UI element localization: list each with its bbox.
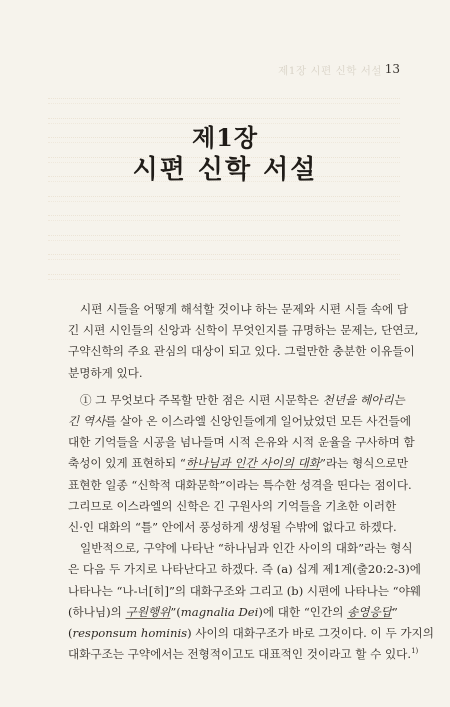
- text-line: 구약신학의 주요 관심의 대상이 되고 있다. 그럴만한 충분한 이유들이: [68, 344, 415, 359]
- bleed-line: [48, 98, 400, 104]
- text-run: ) 사이의 대화구조가 바로 그것이다. 이 두 가지의: [187, 626, 434, 641]
- emphasis-underlined-text: 구원행위: [125, 604, 171, 619]
- paragraph-1: [68, 299, 419, 384]
- paragraph-3: [68, 538, 434, 665]
- text-line: 일반적으로, 구약에 나타난 “하나님과 인간 사이의 대화”라는 형식: [80, 541, 413, 556]
- text-run: ”(: [170, 604, 181, 619]
- emphasis-text: 긴 역사: [68, 414, 106, 429]
- text-line: 표현한 일종 “신학적 대화문학”이라는 특수한 성격을 띤다는 점이다.: [68, 477, 412, 492]
- bleed-line: [48, 254, 400, 260]
- text-line: 은 다음 두 가지로 나타난다고 하겠다. 즉 (a) 십계 제1계(출20:2-3)에: [68, 562, 421, 577]
- text-line: [68, 390, 405, 411]
- text-line: 나타나는 “나-너[히]”의 대화구조와 그리고 (b) 시편에 나타나는 “야웨: [68, 583, 422, 598]
- bleed-line: [48, 196, 400, 202]
- latin-term: magnalia Dei: [180, 604, 259, 619]
- text-run: ”: [391, 604, 398, 619]
- text-line: 시편 시들을 어떻게 해석할 것이냐 하는 문제와 시편 시들 속에 담: [80, 302, 409, 316]
- text-line: 대한 기억들을 시공을 넘나들며 시적 은유와 시적 운율을 구사하며 함: [68, 435, 415, 450]
- text-run: 축성이 있게 표현하되 “: [68, 456, 186, 471]
- bleed-line: [48, 215, 400, 221]
- text-line: 긴 시편 시인들의 신앙과 신학이 무엇인지를 규명하는 문제는, 단연코,: [68, 323, 419, 338]
- text-run: ”라는 형식으로만: [320, 456, 409, 471]
- text-line: 분명하게 있다.: [68, 365, 143, 380]
- text-line: [68, 411, 412, 432]
- paragraph-2: [68, 390, 415, 538]
- text-line: [68, 453, 409, 474]
- text-run: (: [68, 626, 73, 641]
- text-run: ① 그 무엇보다 주목할 만한 점은 시편 시문학은: [80, 392, 323, 407]
- body-text: [68, 299, 434, 665]
- text-line: 그리므로 이스라엘의 신학은 긴 구원사의 기억들을 기초한 이러한: [68, 498, 397, 513]
- running-head: 제1장 시편 신학 서설: [278, 65, 382, 77]
- emphasis-text: 천년을 헤아리는: [322, 392, 405, 407]
- chapter-number: 제1장: [191, 123, 259, 152]
- text-run: )에 대한 “인간의: [258, 604, 348, 619]
- text-run: 를 살아 온 이스라엘 신앙인들에게 일어났었던 모든 사건들에: [105, 414, 412, 429]
- text-line: [68, 623, 434, 644]
- latin-term: responsum hominis: [72, 626, 188, 641]
- text-run: (하나님)의: [68, 604, 126, 619]
- page-number: 13: [384, 62, 400, 76]
- bleed-line: [48, 274, 400, 280]
- text-line: 신·인 대화의 “틀” 안에서 풍성하게 생성될 수밖에 없다고 하겠다.: [68, 520, 397, 535]
- text-run: 대화구조는 구약에서는 전형적이고도 대표적인 것이라고 할 수 있다.: [68, 647, 412, 662]
- footnote-reference: 1): [411, 647, 419, 656]
- text-line: [68, 602, 398, 623]
- emphasis-underlined-text: 송영응답: [347, 604, 392, 619]
- emphasis-underlined-text: 하나님과 인간 사이의 대화: [185, 456, 321, 471]
- bleed-line: [48, 235, 400, 241]
- text-line: [68, 644, 419, 665]
- chapter-title: 시편 신학 서설: [132, 155, 318, 185]
